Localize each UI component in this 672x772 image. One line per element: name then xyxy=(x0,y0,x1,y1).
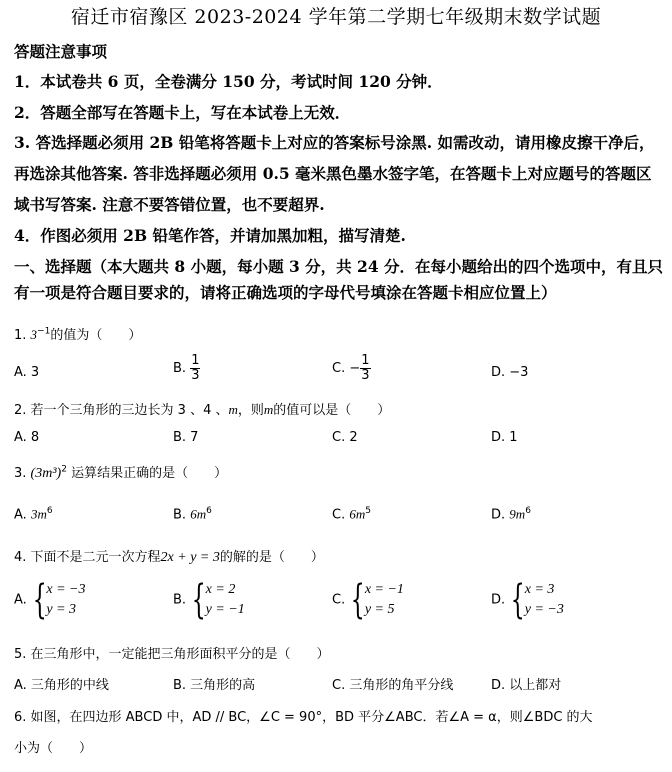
q5-option-d: D. 以上都对 xyxy=(491,678,562,693)
notice-item-3-cont2: 域书写答案. 注意不要答错位置，也不要超界. xyxy=(14,195,325,214)
question-1-stem: 1. $3^{-1}$的值为（ ） xyxy=(14,326,142,343)
q4-option-d: D. { x = 3 y = −3 xyxy=(491,577,564,623)
notice-heading: 答题注意事项 xyxy=(14,42,108,61)
q5-option-b: B. 三角形的高 xyxy=(173,678,256,693)
q3-option-c: C. $6m^5$ xyxy=(332,506,371,523)
notice-item-3: 3. 答选择题必须用 2B 铅笔将答题卡上对应的答案标号涂黑. 如需改动，请用橡皮擦干净后， xyxy=(14,133,655,152)
q3-option-a: A. $3m^6$ xyxy=(14,506,53,523)
q4-option-c: C. { x = −1 y = 5 xyxy=(332,577,404,623)
q4-option-b: B. { x = 2 y = −1 xyxy=(173,577,245,623)
question-6-stem-line1: 6. 如图，在四边形 ABCD 中，AD // BC，∠C = 90°，BD 平分∠ABC．若∠A = α，则∠BDC 的大 xyxy=(14,710,593,725)
q2-option-b: B. 7 xyxy=(173,430,199,445)
question-5-stem: 5. 在三角形中，一定能把三角形面积平分的是（ ） xyxy=(14,647,330,662)
q1-option-a: A. 3 xyxy=(14,365,40,380)
notice-item-1: 1．本试卷共 6 页，全卷满分 150 分，考试时间 120 分钟． xyxy=(14,72,443,91)
question-3-stem: 3. $(3m^3)^2$ 运算结果正确的是（ ） xyxy=(14,464,228,481)
q1-option-b: B. $\frac{1}{3}$ xyxy=(173,353,200,383)
q2-option-c: C. 2 xyxy=(332,430,358,445)
section-heading-line2: 有一项是符合题目要求的，请将正确选项的字母代号填涂在答题卡相应位置上） xyxy=(14,283,557,302)
exam-title: 宿迁市宿豫区 2023-2024 学年第二学期七年级期末数学试题 xyxy=(70,6,602,28)
notice-item-4: 4．作图必须用 2B 铅笔作答，并请加黑加粗，描写清楚. xyxy=(14,226,406,245)
notice-item-2: 2．答题全部写在答题卡上，写在本试卷上无效． xyxy=(14,103,351,122)
q5-option-c: C. 三角形的角平分线 xyxy=(332,678,454,693)
q2-option-a: A. 8 xyxy=(14,430,40,445)
notice-item-3-cont: 再选涂其他答案. 答非选择题必须用 0.5 毫米黑色墨水签字笔，在答题卡上对应题号的答题区 xyxy=(14,164,652,183)
question-6-stem-line2: 小为（ ） xyxy=(14,741,93,756)
q3-option-d: D. $9m^6$ xyxy=(491,506,531,523)
q5-option-a: A. 三角形的中线 xyxy=(14,678,109,693)
q4-option-a: A. { x = −3 y = 3 xyxy=(14,577,86,623)
question-2-stem: 2. 若一个三角形的三边长为 3 、4 、m，则m的值可以是（ ） xyxy=(14,402,391,418)
question-4-stem: 4. 下面不是二元一次方程2x + y = 3的解的是（ ） xyxy=(14,550,324,565)
q3-option-b: B. $6m^6$ xyxy=(173,506,212,523)
q1-option-d: D. −3 xyxy=(491,365,529,380)
section-heading-line1: 一、选择题（本大题共 8 小题，每小题 3 分，共 24 分．在每小题给出的四个选项中，有且只 xyxy=(14,257,664,276)
q1-option-c: C. − $\frac{1}{3}$ xyxy=(332,353,370,383)
q2-option-d: D. 1 xyxy=(491,430,518,445)
